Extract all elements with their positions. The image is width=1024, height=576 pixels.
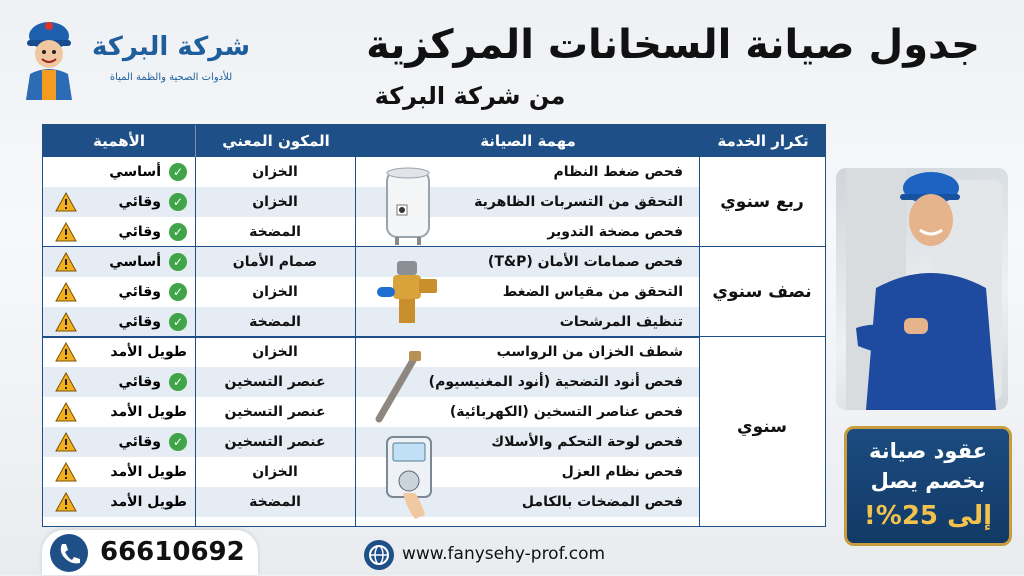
- globe-icon: [364, 540, 394, 570]
- importance-cell: [83, 397, 187, 427]
- table-row: [43, 157, 699, 187]
- page-subtitle: من شركة البركة: [374, 82, 566, 110]
- safety-valve-icon: [375, 257, 439, 333]
- task-cell: تنظيف المرشحات: [559, 314, 683, 330]
- promo-line-3: إلى 25%!: [863, 501, 993, 531]
- task-cell: فحص ضغط النظام: [553, 164, 683, 180]
- task-cell: شطف الخزان من الرواسب: [496, 344, 683, 360]
- check-icon: ✓: [169, 193, 187, 211]
- promo-line-1: عقود صيانة: [868, 439, 988, 463]
- importance-label: وقائي: [118, 224, 161, 240]
- importance-label: وقائي: [118, 314, 161, 330]
- frequency-cell: سنوي: [699, 337, 825, 517]
- importance-label: وقائي: [118, 374, 161, 390]
- logo-company-name: شركة البركة: [91, 32, 251, 62]
- header-frequency: تكرار الخدمة: [699, 125, 826, 157]
- discount-promo-badge: [844, 426, 1012, 546]
- component-cell: المضخة: [249, 314, 301, 330]
- phone-box[interactable]: [42, 530, 258, 575]
- frequency-cell: ربع سنوي: [699, 157, 825, 247]
- check-icon: ✓: [169, 373, 187, 391]
- warning-icon: [55, 402, 77, 422]
- importance-cell: [83, 187, 187, 217]
- importance-label: طويل الأمد: [110, 344, 187, 360]
- header-component: المكون المعني: [195, 125, 356, 157]
- component-cell: المضخة: [249, 494, 301, 510]
- warning-icon: [55, 282, 77, 302]
- warning-icon: [55, 252, 77, 272]
- table-row: [43, 307, 699, 337]
- component-cell: الخزان: [252, 164, 298, 180]
- website-link[interactable]: www.fanysehy-prof.com: [402, 544, 606, 564]
- phone-icon: [50, 534, 88, 572]
- importance-label: وقائي: [118, 194, 161, 210]
- importance-cell: [83, 247, 187, 277]
- check-icon: ✓: [169, 283, 187, 301]
- table-row: [43, 487, 699, 517]
- component-cell: عنصر التسخين: [224, 434, 326, 450]
- check-icon: ✓: [169, 313, 187, 331]
- importance-cell: [83, 157, 187, 187]
- table-row: [43, 457, 699, 487]
- component-cell: الخزان: [252, 464, 298, 480]
- importance-cell: [83, 487, 187, 517]
- component-cell: الخزان: [252, 284, 298, 300]
- importance-label: أساسي: [109, 164, 161, 180]
- importance-cell: [83, 427, 187, 457]
- logo-tagline: للأدوات الصحية والظمة المياة: [109, 72, 233, 83]
- water-heater-icon: [383, 165, 433, 247]
- technician-photo: [836, 168, 1008, 410]
- task-cell: فحص نظام العزل: [561, 464, 683, 480]
- importance-label: طويل الأمد: [110, 404, 187, 420]
- frequency-cell: نصف سنوي: [699, 247, 825, 337]
- importance-label: طويل الأمد: [110, 464, 187, 480]
- importance-cell: [83, 307, 187, 337]
- importance-label: وقائي: [118, 434, 161, 450]
- importance-label: طويل الأمد: [110, 494, 187, 510]
- component-cell: المضخة: [249, 224, 301, 240]
- warning-icon: [55, 192, 77, 212]
- warning-icon: [55, 462, 77, 482]
- component-cell: الخزان: [252, 344, 298, 360]
- table-row: [43, 247, 699, 277]
- warning-icon: [55, 312, 77, 332]
- promo-line-2: بخصم يصل: [870, 469, 986, 493]
- task-cell: فحص أنود التضحية (أنود المغنيسيوم): [428, 374, 683, 390]
- check-icon: ✓: [169, 223, 187, 241]
- maintenance-table: [42, 124, 826, 527]
- warning-icon: [55, 432, 77, 452]
- website-box[interactable]: [360, 540, 640, 570]
- task-cell: فحص لوحة التحكم والأسلاك: [491, 434, 683, 450]
- table-row: [43, 427, 699, 457]
- page-title: جدول صيانة السخانات المركزية: [366, 22, 980, 68]
- task-cell: التحقق من التسربات الظاهرية: [474, 194, 683, 210]
- task-cell: التحقق من مقياس الضغط: [502, 284, 683, 300]
- component-cell: عنصر التسخين: [224, 404, 326, 420]
- column-divider: [699, 157, 700, 526]
- importance-label: وقائي: [118, 284, 161, 300]
- warning-icon: [55, 492, 77, 512]
- task-cell: فحص عناصر التسخين (الكهربائية): [449, 404, 683, 420]
- column-divider: [355, 157, 356, 526]
- task-cell: فحص مضخة التدوير: [547, 224, 683, 240]
- control-panel-icon: [385, 435, 433, 521]
- header-task: مهمة الصيانة: [355, 125, 700, 157]
- logo-mascot-icon: [18, 14, 80, 100]
- importance-cell: [83, 277, 187, 307]
- table-row: [43, 277, 699, 307]
- warning-icon: [55, 222, 77, 242]
- anode-rod-icon: [369, 349, 425, 425]
- component-cell: صمام الأمان: [232, 254, 318, 270]
- table-row: [43, 217, 699, 247]
- importance-label: أساسي: [109, 254, 161, 270]
- component-cell: الخزان: [252, 194, 298, 210]
- phone-number[interactable]: 66610692: [100, 537, 245, 567]
- component-cell: عنصر التسخين: [224, 374, 326, 390]
- importance-cell: [83, 217, 187, 247]
- check-icon: ✓: [169, 163, 187, 181]
- importance-cell: [83, 457, 187, 487]
- warning-icon: [55, 342, 77, 362]
- importance-cell: [83, 367, 187, 397]
- importance-cell: [83, 337, 187, 367]
- task-cell: فحص صمامات الأمان (T&P): [487, 254, 683, 270]
- check-icon: ✓: [169, 433, 187, 451]
- table-row: [43, 187, 699, 217]
- column-divider: [195, 157, 196, 526]
- header-importance: الأهمية: [43, 125, 195, 157]
- check-icon: ✓: [169, 253, 187, 271]
- warning-icon: [55, 372, 77, 392]
- task-cell: فحص المضخات بالكامل: [521, 494, 683, 510]
